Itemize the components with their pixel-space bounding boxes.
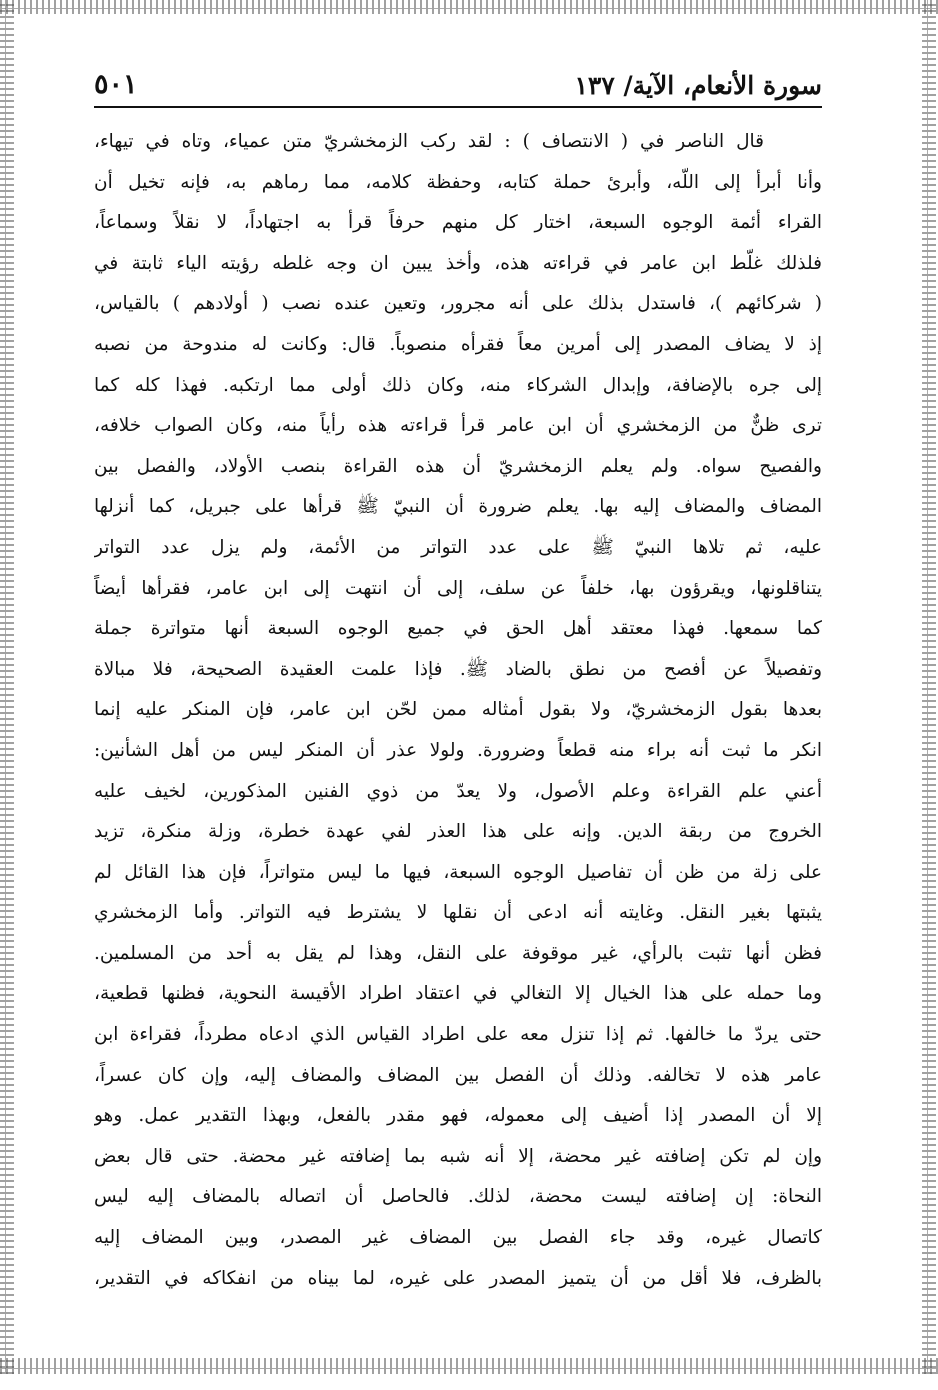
text-line: يتناقلونها، ويقرؤون بها، خلفاً عن سلف، إلى أن انتهت إلى ابن عامر، فقرأها أيضاً: [94, 577, 822, 599]
text-line: القراء أئمة الوجوه السبعة، اختار كل منهم حرفاً قرأ به اجتهاداً، لا نقلاً وسماعاً،: [94, 212, 822, 234]
surah-title: سورة الأنعام، الآية/ ١٣٧: [574, 71, 822, 100]
page-border-left: [0, 0, 14, 1374]
text-line: ( شركائهم )، فاستدل بذلك على أنه مجرور، وتعين عنده نصب ( أولادهم ) بالقياس،: [94, 293, 822, 315]
text-line: وأنا أبرأ إلى اللّه، وأبرئ حملة كتابه، وحفظة كلامه، مما رماهم به، فإنه تخيل أن: [94, 171, 822, 193]
text-line: إلى جره بالإضافة، وإبدال الشركاء منه، وكان ذلك أولى مما ارتكبه. فهذا كله كما: [94, 374, 822, 396]
text-line: فلذلك غلّط ابن عامر في قراءته هذه، وأخذ يبين ان وجه غلطه رؤيته الياء ثابتة في: [94, 252, 822, 274]
body-text: [94, 122, 822, 1299]
text-line: كاتصال غيره، وقد جاء الفصل بين المضاف غير المصدر، وبين المضاف إليه: [94, 1227, 822, 1249]
text-line: انكر ما ثبت أنه براء منه قطعاً وضرورة. ولولا عذر أن المنكر ليس من أهل الشأنين:: [94, 739, 822, 761]
text-line: كما سمعها. فهذا معتقد أهل الحق في جميع الوجوه السبعة أنها متواترة جملة: [94, 618, 822, 640]
text-line: وما حمله على هذا الخيال إلا التغالي في اعتقاد اطراد الأقيسة النحوية، فظنها قطعية،: [94, 983, 822, 1005]
text-line: وإن لم تكن إضافته غير محضة، إلا أنه شبه بما إضافته غير محضة. حتى قال بعض: [94, 1145, 822, 1167]
page-border-bottom: [0, 1358, 938, 1374]
page-border-right: [922, 0, 936, 1374]
text-line: أعني علم القراءة وعلم الأصول، ولا يعدّ من ذوي الفنين المذكورين، لخيف عليه: [94, 780, 822, 802]
text-line: المضاف والمضاف إليه بها. يعلم ضرورة أن النبيّ ﷺ قرأها على جبريل، كما أنزلها: [94, 496, 822, 518]
text-line: الخروج من ربقة الدين. وإنه على هذا العذر لفي عهدة خطرة، وزلة منكرة، تزيد: [94, 821, 822, 843]
text-line: يثبتها بغير النقل. وغايته أنه ادعى أن نقلها لا يشترط فيه التواتر. وأما الزمخشري: [94, 902, 822, 924]
text-line: عليه، ثم تلاها النبيّ ﷺ على عدد التواتر من الأئمة، ولم يزل عدد التواتر: [94, 536, 822, 558]
text-line: فظن أنها تثبت بالرأي، غير موقوفة على النقل، وهذا لم يقل به أحد من المسلمين.: [94, 942, 822, 964]
text-line: إذ لا يضاف المصدر إلى أمرين معاً فقرأه منصوباً. قال: وكانت له مندوحة من نصبه: [94, 333, 822, 355]
text-line: والفصيح سواه. ولم يعلم الزمخشريّ أن هذه القراءة بنصب الأولاد، والفصل بين: [94, 455, 822, 477]
text-line: وتفصيلاً عن أفصح من نطق بالضاد ﷺ. فإذا علمت العقيدة الصحيحة، فلا مبالاة: [94, 658, 822, 680]
text-line: ترى ظنٌّ من الزمخشري أن ابن عامر قرأ قراءته هذه رأياً منه، وكان الصواب خلافه،: [94, 415, 822, 437]
header-divider: [94, 106, 822, 108]
text-line: عامر هذه لا تخالفه. وذلك أن الفصل بين المضاف والمضاف إليه، وإن كان عسراً،: [94, 1064, 822, 1086]
text-line: النحاة: إن إضافته ليست محضة، لذلك. فالحاصل أن اتصاله بالمضاف إليه ليس: [94, 1186, 822, 1208]
page-header: [94, 56, 822, 100]
text-line: على زلة من ظن أن تفاصيل الوجوه السبعة، فيها ما ليس متواتراً، فإن هذا القائل لم: [94, 861, 822, 883]
text-line: بالظرف، فلا أقل من أن يتميز المصدر على غيره، لما بيناه من انفكاكه في التقدير،: [94, 1267, 822, 1289]
text-line: قال الناصر في ( الانتصاف ) : لقد ركب الزمخشريّ متن عمياء، وتاه في تيهاء،: [94, 131, 764, 152]
text-line: بعدها بقول الزمخشريّ، ولا بقول أمثاله ممن لحّن ابن عامر، فإن المنكر عليه إنما: [94, 699, 822, 721]
page-border-top: [0, 0, 938, 14]
page-number: ٥٠١: [94, 69, 138, 100]
text-line: إلا أن المصدر إذا أضيف إلى معموله، فهو مقدر بالفعل، وبهذا التقدير عمل. وهو: [94, 1105, 822, 1127]
text-line: حتى يردّ ما خالفها. ثم إذا تنزل معه على اطراد القياس الذي ادعاه مطرداً، فقراءة ابن: [94, 1024, 822, 1046]
